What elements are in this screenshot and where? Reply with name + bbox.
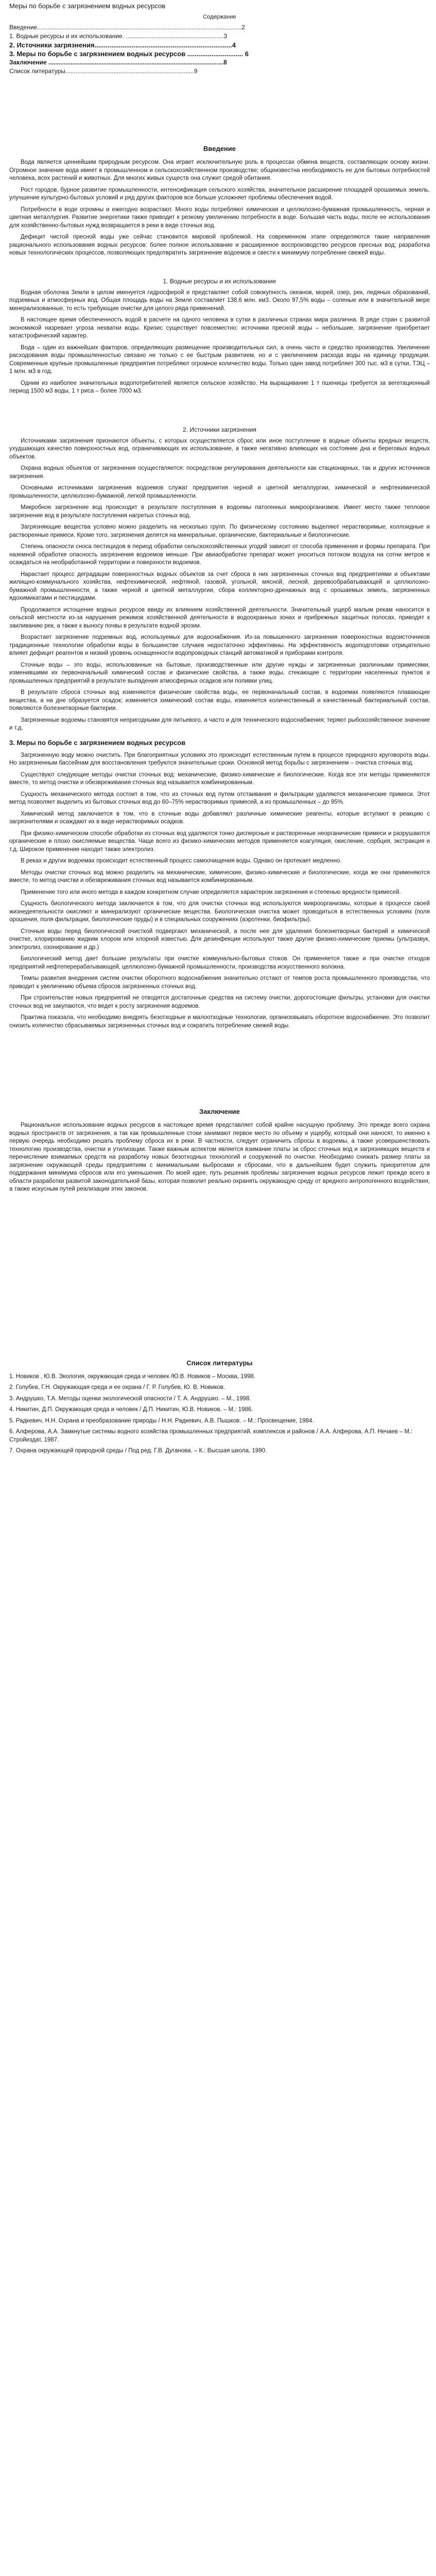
reference-item: 7. Охрана окружающей природной среды / Под ред. Г.В. Дуганова. – К.: Высшая школа, 1990.	[9, 1448, 267, 1454]
section-conclusion	[9, 1108, 430, 1194]
toc-line-section-1: 1. Водные ресурсы и их использование. .........................................................3	[9, 32, 228, 40]
document-title: Меры по борьбе с загрязнением водных ресурсов	[9, 2, 166, 10]
section-references	[9, 1359, 430, 1455]
paragraph: Биологический метод дает большие результаты при очистке коммунально-бытовых стоков. Он применяется также и при очистке отходов предприятий нефтеперерабатывающей, целлюлозно-бумажной промышленности, производства искусственного волокна.	[9, 956, 430, 970]
toc-line-conclusion: Заключение ......................................................................................................8	[9, 59, 227, 66]
paragraph: Вода является ценнейшим природным ресурсом. Она играет исключительную роль в процессах обмена веществ, составляющих основу жизни. Огромное значение вода имеет в промышленном и сельскохозяйственном производстве; общеизвестна необходимость ее для бытовых потребностей человека, всех растений и животных. Для многих живых существ она служит средой обитания.	[9, 159, 430, 181]
reference-item: 6. Алферова, А.А. Замкнутые системы водного хозяйства промышленных предприятий, комплексов и районов / А.А. Алферова, А.П. Нечаев – М.: Стройиздат, 1987.	[9, 1429, 413, 1443]
table-of-contents	[9, 14, 430, 76]
section-3-heading: 3. Меры по борьбе с загрязнением водных ресурсов	[9, 738, 186, 747]
section-1-heading: 1. Водные ресурсы и их использование	[163, 277, 276, 285]
paragraph: При физико-химическом способе обработки из сточных вод удаляются тонко дисперсные и растворенные неорганические примеси и разрушаются органические и плохо окисляемые вещества. Чаще всего из физико-химических методов применяется коагуляция, окисление, сорбция, экстракция и т.д. Широкое применение находит также электролиз.	[9, 830, 430, 853]
section-1	[9, 278, 430, 396]
toc-line-section-3: 3. Меры по борьбе с загрязнением водных ресурсов .............................. 6	[9, 50, 249, 58]
paragraph: Микробное загрязнение вод происходит в результате поступления в водоемы патогенных микроорганизмов. Имеет место также тепловое загрязнение вод в результате поступления нагретых сточных вод.	[9, 504, 430, 519]
paragraph: Водная оболочка Земли в целом именуется гидросферой и представляет собой совокупность океанов, морей, озер, рек, ледяных образований, подземных и атмосферных вод. Общая площадь воды на Земле составляет 138,6 млн. км3. Около 97,5% воды – соленые или в значительной мере минерализованные, то есть требующие очистки для целого ряда применений.	[9, 289, 430, 312]
paragraph: Существуют следующие методы очистки сточных вод: механические, физико-химические и биологические. Когда все эти методы применяются вместе, то метод очистки и обезвреживания сточных вод называется комбинированным.	[9, 771, 430, 786]
reference-item: 2. Голубев, Г.Н. Окружающая среда и ее охрана / Г. Р. Голубев, Ю. В. Новиков.	[9, 1384, 225, 1391]
paragraph: Сточные воды – это воды, использованные на бытовые, производственные или другие нужды и загрязненные различными примесями, изменившими их первоначальный химический состав и физические свойства, а также воды, стекающие с территории населенных пунктов и промышленных предприятий в результате выпадения атмосферных осадков или поливки улиц.	[9, 662, 430, 684]
intro-heading: Введение	[203, 145, 236, 152]
paragraph: Потребности в воде огромны и ежегодно возрастают. Много воды потребляют химическая и целлюлозно-бумажная промышленность, черная и цветная металлургия. Развитие энергетики также приводит к резкому увеличению потребности в воде. Большая часть воды, после ее использования для хозяйственно-бытовых нужд возвращается в реки в виде сточных вод.	[9, 206, 430, 229]
paragraph: Одним из наиболее значительных водопотребителей является сельское хозяйство. На выращивание 1 т пшеницы требуется за вегетационный период 1500 м3 воды, 1 т риса – более 7000 м3.	[9, 380, 430, 394]
paragraph: Загрязненные водоемы становятся непригодными для питьевого, а часто и для технического водоснабжения; теряют рыбохозяйственное значение и т.д.	[9, 717, 430, 731]
paragraph: Степень опасности сноса пестицидов в период обработки сельскохозяйственных угодий зависит от способа применения и формы препарата. При наземной обработке опасность загрязнения водоемов меньше. При авиаобработке препарат может уноситься потоком воздуха на сотни метров и осаждаться на необработанной территории и поверхности водоемов.	[9, 544, 430, 566]
reference-item: 4. Никитин, Д.П. Окружающая среда и человек / Д.П. Никитин, Ю.В. Новиков. – М.: 1986.	[9, 1406, 253, 1413]
conclusion-heading: Заключение	[199, 1108, 240, 1115]
paragraph: Сущность механического метода состоит в том, что из сточных вод путем отстаивания и фильтрации удаляются механические примеси. Этот метод позволяет выделить из бытовых сточных вод до 60–75% нерастворимых примесей, а из промышленных – до 95%.	[9, 791, 430, 805]
paragraph: В настоящее время обеспеченность водой в расчете на одного человека в сутки в различных странах мира различна. В ряде стран с развитой экономикой назревает угроза нехватки воды. Кризис существует повсеместно: источники пресной воды – небольшие, загрязнение приобретает катастрофический характер.	[9, 317, 430, 339]
section-3	[9, 739, 430, 1030]
paragraph: В результате сброса сточных вод изменяются физические свойства воды, ее первоначальный состав, в водоемах появляются плавающие вещества, а на дне образуется осадок; изменяется химический состав воды, изменяется количественный и качественный бактериальный состав, появляются болезнетворные бактерии.	[9, 689, 430, 711]
reference-item: 1. Новиков , Ю.В. Экология, окружающая среда и человек /Ю.В. Новиков – Москва, 1998.	[9, 1373, 255, 1380]
paragraph: Методы очистки сточных вод можно разделить на механические, химические, физико-химические и биологические, когда же они применяются вместе, то метод очистки и обезвреживания сточных вод называется комбинированным.	[9, 869, 430, 884]
paragraph: Химический метод заключается в том, что в сточные воды добавляют различные химические реагенты, которые вступают в реакцию с загрязнителями и осаждают их в виде нерастворимых осадков.	[9, 810, 430, 825]
paragraph: Темпы развития внедрения систем очистки оборотного водоснабжения значительно отстают от темпов роста промышленного производства, что приводит к увеличению объема сбросов загрязненных сточных вод.	[9, 975, 430, 990]
paragraph: Загрязненную воду можно очистить. При благоприятных условиях это происходит естественным путем в процессе природного круговорота воды. Но загрязненным бассейнам для восстановления требуются значительные сроки. Основной метод борьбы с загрязнением – очистка сточных вод.	[9, 752, 430, 766]
references-heading: Список литературы	[186, 1359, 253, 1367]
paragraph: Возрастает загрязнение подземных вод, используемых для водоснабжения. Из-за повышенного загрязнения поверхностных водоисточников традиционные технологии обработки воды в большинстве случаев недостаточно эффективны. На эффективность водоподготовки отрицательно влияет дефицит реагентов и низкий уровень оснащенности водопроводных станций автоматикой и приборами контроля.	[9, 634, 430, 656]
section-2	[9, 426, 430, 733]
paragraph: Рациональное использование водных ресурсов в настоящее время представляет собой крайне насущную проблему. Это прежде всего охрана водных пространств от загрязнения, а так как промышленные стоки занимают первое место по объему и ущербу, который они наносят, то именно к первую очередь необходимо решать проблему сброса их в реки. В частности, следует ограничить сбросы в водоемы, а также усовершенствовать технологию производства, очистки и утилизации. Также важным аспектом является взимание платы за сброс сточных вод и загрязняющих веществ и перечисление взимаемых средств на разработку новых безотходных технологий и сооружений по очистке. Необходимо снижать размер платы за загрязнение окружающей среды предприятиям с минимальными выбросами и сбросами, что в дальнейшем будет служить приоритетом для поддержания минимума сбросов или его уменьшения. По моей идее, путь решения проблемы загрязнения водных ресурсов лежит прежде всего в области разработки развитой законодательной базы, которая позволит реально охранять окружающую среду от вредного антропогенного воздействия, а также искусным путей реализации этих законов.	[9, 1122, 430, 1192]
paragraph: При строительстве новых предприятий не отводятся достаточные средства на систему очистки, дорогостоящие фильтры, установки для очистки сточных вод не закупаются, что ведет к росту загрязнения водоемов.	[9, 995, 430, 1009]
paragraph: В реках и других водоемах происходит естественный процесс самоочищения воды. Однако он протекает медленно.	[21, 858, 342, 864]
reference-item: 3. Андрушко, Т.А. Методы оценки экологической опасности / Т. А. Андрушко. – М., 1998.	[9, 1395, 251, 1402]
paragraph: Загрязняющие вещества условно можно разделить на несколько групп. По физическому состоянию выделяют нерастворимые, коллоидные и растворенные примеси. Кроме того, загрязнения делятся на минеральные, органические, бактериальные и биологические.	[9, 524, 430, 538]
section-2-heading: 2. Источники загрязнения	[183, 426, 256, 433]
paragraph: Применение того или иного метода в каждом конкретном случае определяется характером загрязнения и степенью вредности примесей.	[21, 889, 401, 895]
paragraph: Нарастает процесс деградации поверхностных водных объектов за счет сброса в них загрязненных сточных вод предприятиями и объектами жилищно-коммунального хозяйства, нефтехимической, нефтяной, газовой, угольной, мясной, лесной, деревообрабатывающей и целлюлозно-бумажной промышленности, а также черной и цветной металлургии, сбора коллекторно-дренажных вод с орошаемых земель, загрязненных ядохимикатами и пестицидами.	[9, 571, 430, 601]
paragraph: Практика показала, что необходимо внедрять безотходные и малоотходные технологии, организовывать оборотное водоснабжение. Это позволит снизить количество сбрасываемых загрязненных сточных вод и сократить потребление свежей воды.	[9, 1014, 430, 1029]
paragraph: Дефицит чистой пресной воды уже сейчас становится мировой проблемой. На современном этапе определяются такие направления рационального использования водных ресурсов: более полное использование и расширенное воспроизводство ресурсов пресных вод; разработка новых технологических процессов, позволяющих предотвратить загрязнение водоемов и свести к минимуму потребление свежей воды.	[9, 234, 430, 256]
paragraph: Продолжается истощение водных ресурсов ввиду их влиянием хозяйственной деятельности. Значительный ущерб малым рекам наносится в сельской местности из-за нарушения режимов хозяйственной деятельности в водоохранных зонах и прибрежных защитных полосах, приводят к заиливанию рек, а также к выносу почвы в результате водной эрозии.	[9, 606, 430, 629]
toc-line-section-2: 2. Источники загрязнения..........................................................................4	[9, 41, 236, 49]
paragraph: Сточные воды перед биологической очисткой подвергают механической, а после нее для удаления болезнетворных бактерий и химической очистке, хлорированию жидким хлором или хлорной известью. Для дезинфекции используют также другие физико-химические приемы (ультразвук, электролиз, озонирование и др.)	[9, 928, 430, 951]
paragraph: Основными источниками загрязнения водоемов служат предприятия черной и цветной металлургии, химической и нефтехимической промышленности, целлюлозно-бумажной, легкой промышленности.	[9, 485, 430, 499]
paragraph: Рост городов, бурное развитие промышленности, интенсификация сельского хозяйства, значительное расширение площадей орошаемых земель, улучшение культурно-бытовых условий и ряд других факторов все больше усложняет проблемы обеспечения водой.	[9, 187, 430, 201]
paragraph: Источниками загрязнения признаются объекты, с которых осуществляется сброс или иное поступление в водные объекты вредных веществ, ухудшающих качество поверхностных вод, ограничивающих их использование, а также негативно влияющих на состояние дна и береговых водных объектов.	[9, 437, 430, 460]
paragraph: Охрана водных объектов от загрязнения осуществляется: посредством регулирования деятельности как стационарных, так и других источников загрязнения.	[9, 465, 430, 480]
paragraph: Вода – один из важнейших факторов, определяющих размещение производительных сил, а очень часто и средство производства. Увеличение расходования воды промышленностью связано не только с ее быстрым развитием, но и с увеличением расхода воды на единицу продукции. Современные крупные промышленные предприятия потребляют огромное количество воды. Только один завод потребляет 300 тыс. м3 в сутки, ТЭЦ – 1 млн. м3 в год.	[9, 344, 430, 375]
section-intro	[9, 145, 430, 258]
toc-line-intro: Введение.......................................................................................................................2	[9, 24, 245, 31]
toc-line-references: Список литературы...........................................................................9	[9, 67, 198, 75]
reference-item: 5. Радкевич, Н.Н. Охрана и преобразование природы / Н.Н. Радкевич, А.В. Пышков. – М.: Просвещение, 1984.	[9, 1417, 314, 1424]
toc-heading: Содержание	[203, 14, 236, 20]
paragraph: Сущность биологического метода заключается в том, что для очистки сточных вод используются микроорганизмы, которые в процессе своей жизнедеятельности окисляют и минерализуют органические вещества. Биологическая очистка может проводиться в естественных условиях (поля орошения, поля фильтрации, биологические пруды) и в специальных сооружениях (аэротенки, биофильтры).	[9, 901, 430, 923]
